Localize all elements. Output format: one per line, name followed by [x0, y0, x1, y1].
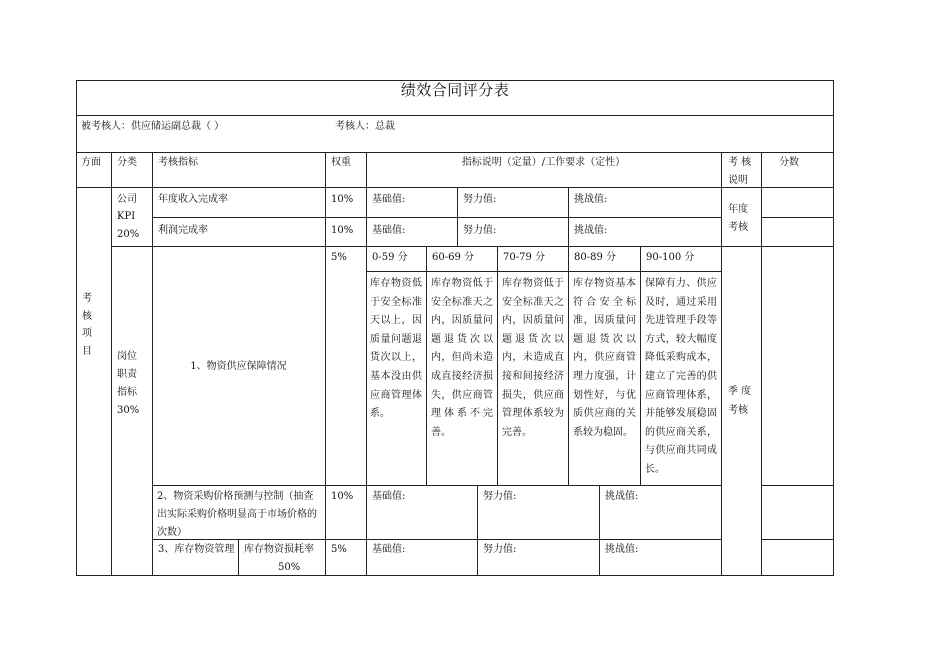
col-header-note-line2: 说明	[728, 175, 748, 186]
level-header: 60-69 分	[432, 252, 475, 263]
score-cell[interactable]	[779, 490, 829, 534]
category-line: 岗位	[117, 351, 137, 362]
level-description: 库存物资低于安全标准天之内，因质量问题退货次以内，未造成直接和间接经济损失，供应商管理体系较为完善。	[502, 278, 564, 438]
weight-value: 5%	[331, 544, 347, 555]
indicator-supply-guarantee: 1、物资供应保障情况	[190, 361, 287, 372]
weight-value: 10%	[331, 225, 354, 236]
sub-indicator-inventory-loss: 库存物资损耗率	[244, 544, 314, 555]
weight-value: 10%	[331, 194, 354, 205]
challenge-value-field[interactable]: 挑战值:	[574, 194, 608, 205]
col-header-weight: 权重	[331, 157, 351, 168]
score-cell[interactable]	[779, 543, 829, 571]
level-header: 0-59 分	[372, 252, 408, 263]
effort-value-field[interactable]: 努力值:	[483, 544, 517, 555]
col-header-aspect: 方面	[81, 157, 101, 168]
aspect-char: 目	[82, 346, 92, 357]
col-header-category: 分类	[117, 157, 137, 168]
level-description: 库存物资低于安全标准天之内，因质量问题退货次以内，但尚未造成直接经济损失，供应商管理体系不完善。	[431, 278, 493, 438]
category-line: 职责	[117, 369, 137, 380]
note-line: 考核	[728, 222, 748, 233]
challenge-value-field[interactable]: 挑战值:	[605, 491, 639, 502]
col-header-description: 指标说明（定量）/工作要求（定性）	[461, 157, 626, 168]
category-line: 指标	[117, 387, 137, 398]
page-title: 绩效合同评分表	[400, 81, 510, 99]
category-line: 20%	[117, 229, 140, 240]
level-header: 90-100 分	[646, 252, 695, 263]
effort-value-field[interactable]: 努力值:	[463, 194, 497, 205]
indicator-profit-completion: 利润完成率	[158, 225, 208, 236]
level-description: 保障有力、供应及时，通过采用先进管理手段等方式，较大幅度降低采购成本，建立了完善的供应商管理体系，并能够发展稳固的供应商关系，与供应商共同成长。	[645, 278, 717, 475]
aspect-char: 核	[82, 311, 92, 322]
aspect-char: 考	[82, 293, 92, 304]
indicator-annual-revenue: 年度收入完成率	[158, 194, 228, 205]
base-value-field[interactable]: 基础值:	[372, 225, 406, 236]
assessor-label: 考核人：总裁	[335, 121, 395, 132]
note-line: 季 度	[728, 386, 752, 397]
level-description: 库存物资基本符合安全标准，因质量问题退货次以内，供应商管理力度强，计划性好，与优质供应商的关系较为稳固。	[573, 278, 636, 438]
effort-value-field[interactable]: 努力值:	[463, 225, 497, 236]
col-header-indicator: 考核指标	[158, 157, 198, 168]
level-header: 70-79 分	[503, 252, 546, 263]
assessee-label: 被考核人：供应储运副总裁（ ）	[81, 121, 225, 132]
weight-value: 10%	[331, 491, 354, 502]
score-cell[interactable]	[779, 193, 829, 215]
score-cell[interactable]	[779, 222, 829, 244]
score-cell[interactable]	[779, 262, 829, 478]
col-header-note-line1: 考 核	[728, 157, 752, 168]
category-line: KPI	[117, 211, 136, 222]
indicator-price-forecast: 2、物资采购价格预测与控制（抽查出实际采购价格明显高于市场价格的次数）	[157, 491, 317, 538]
base-value-field[interactable]: 基础值:	[372, 544, 406, 555]
weight-value: 5%	[331, 252, 347, 263]
challenge-value-field[interactable]: 挑战值:	[605, 544, 639, 555]
category-line: 30%	[117, 405, 140, 416]
base-value-field[interactable]: 基础值:	[372, 491, 406, 502]
category-line: 公司	[117, 194, 137, 205]
effort-value-field[interactable]: 努力值:	[483, 491, 517, 502]
level-header: 80-89 分	[574, 252, 617, 263]
col-header-score: 分数	[779, 157, 799, 168]
note-line: 年度	[728, 204, 748, 215]
challenge-value-field[interactable]: 挑战值:	[574, 225, 608, 236]
sub-indicator-weight: 50%	[278, 562, 301, 573]
indicator-inventory-management: 3、库存物资管理	[158, 544, 235, 555]
base-value-field[interactable]: 基础值:	[372, 194, 406, 205]
aspect-char: 项	[82, 328, 92, 339]
level-description: 库存物资低于安全标准天以上，因质量问题退货次以上，基本没由供应商管理体系。	[370, 278, 422, 420]
note-line: 考核	[728, 405, 748, 416]
